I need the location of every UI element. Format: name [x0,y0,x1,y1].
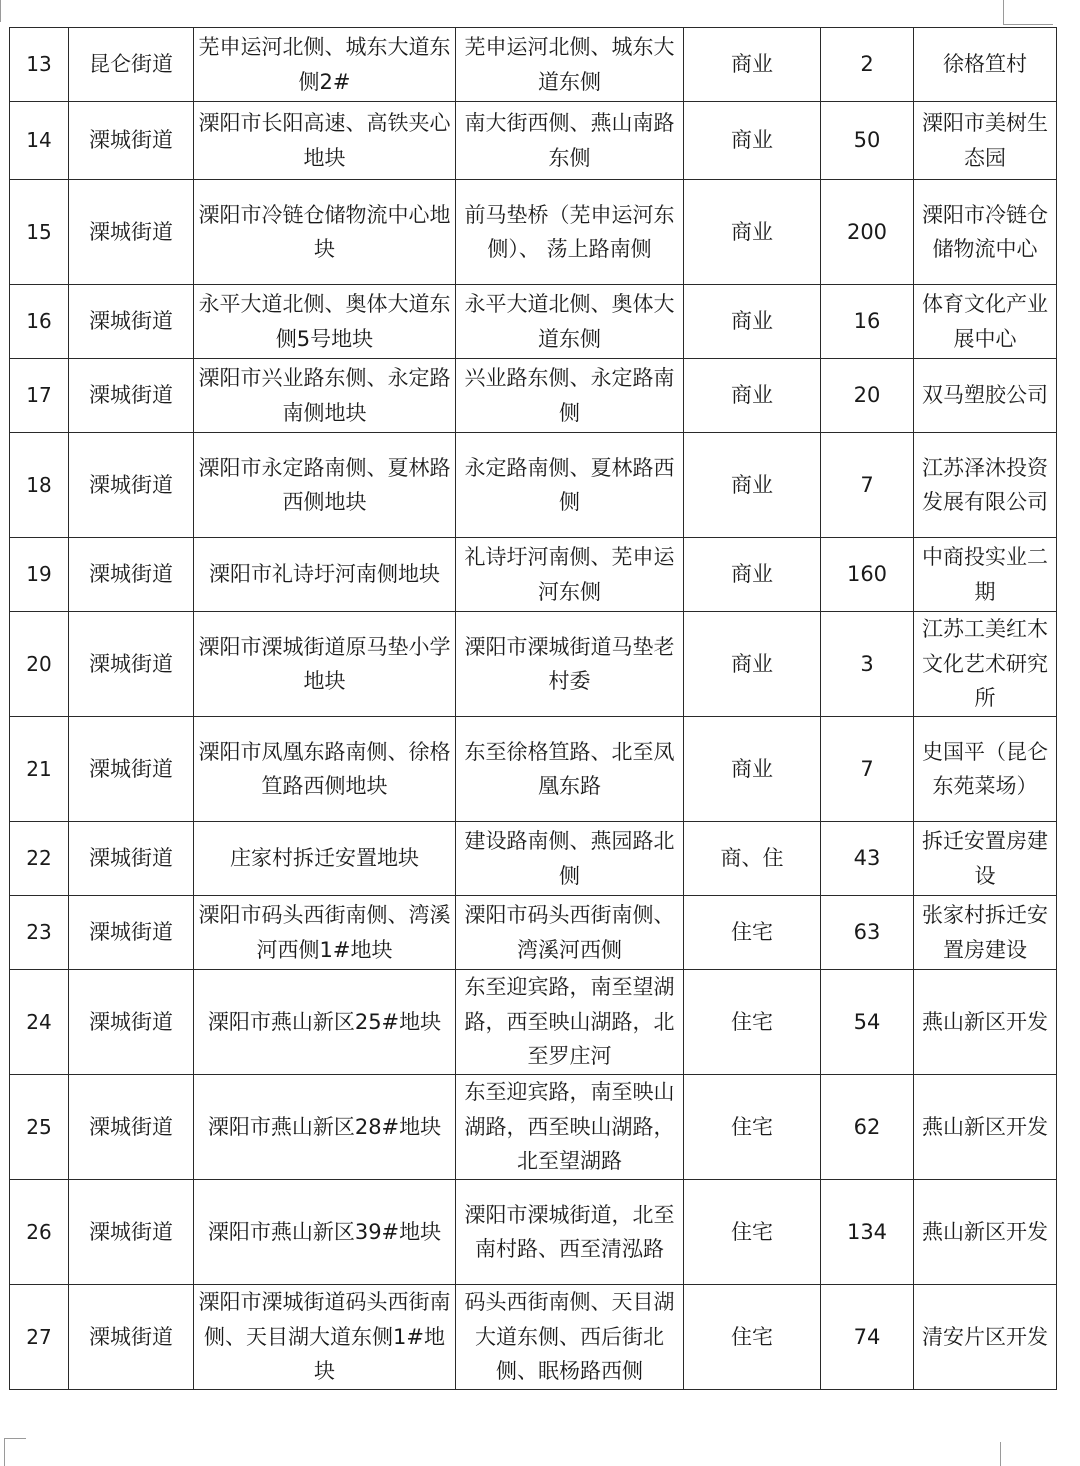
land-use-cell: 住宅 [684,1075,821,1180]
project-cell: 拆迁安置房建设 [914,822,1057,896]
land-use-cell: 住宅 [684,970,821,1075]
table-row [10,285,1057,359]
land-use-cell: 商业 [684,538,821,612]
table-row [10,1075,1057,1180]
parcel-name-cell: 溧阳市永定路南侧、夏林路西侧地块 [194,433,456,538]
parcel-name-cell: 溧阳市凤凰东路南侧、徐格笪路西侧地块 [194,717,456,822]
table-row [10,1285,1057,1390]
land-use-cell: 商、住 [684,822,821,896]
area-cell: 134 [821,1180,914,1285]
project-cell: 史国平（昆仑东苑菜场） [914,717,1057,822]
location-cell: 永平大道北侧、奥体大道东侧 [456,285,684,359]
row-number: 15 [10,180,69,285]
land-use-cell: 商业 [684,612,821,717]
parcel-name-cell: 芜申运河北侧、城东大道东侧2# [194,28,456,102]
project-cell: 溧阳市美树生态园 [914,102,1057,180]
street-cell: 溧城街道 [69,285,194,359]
row-number: 19 [10,538,69,612]
location-cell: 码头西街南侧、天目湖大道东侧、西后街北侧、眠杨路西侧 [456,1285,684,1390]
parcel-name-cell: 溧阳市兴业路东侧、永定路南侧地块 [194,359,456,433]
land-use-cell: 住宅 [684,1285,821,1390]
table-row [10,538,1057,612]
row-number: 23 [10,896,69,970]
street-cell: 溧城街道 [69,180,194,285]
row-number: 17 [10,359,69,433]
table-row [10,717,1057,822]
project-cell: 溧阳市冷链仓储物流中心 [914,180,1057,285]
area-cell: 50 [821,102,914,180]
area-cell: 160 [821,538,914,612]
table-row [10,180,1057,285]
parcel-name-cell: 永平大道北侧、奥体大道东侧5号地块 [194,285,456,359]
parcel-name-cell: 溧阳市溧城街道原马垫小学地块 [194,612,456,717]
land-use-cell: 住宅 [684,896,821,970]
location-cell: 东至徐格笪路、北至凤凰东路 [456,717,684,822]
land-use-cell: 商业 [684,102,821,180]
street-cell: 溧城街道 [69,822,194,896]
area-cell: 7 [821,717,914,822]
row-number: 13 [10,28,69,102]
street-cell: 溧城街道 [69,612,194,717]
area-cell: 7 [821,433,914,538]
street-cell: 昆仑街道 [69,28,194,102]
parcel-name-cell: 庄家村拆迁安置地块 [194,822,456,896]
street-cell: 溧城街道 [69,433,194,538]
table-row [10,359,1057,433]
location-cell: 东至迎宾路，南至映山湖路，西至映山湖路，北至望湖路 [456,1075,684,1180]
location-cell: 芜申运河北侧、城东大道东侧 [456,28,684,102]
location-cell: 兴业路东侧、永定路南侧 [456,359,684,433]
parcel-name-cell: 溧阳市码头西街南侧、湾溪河西侧1#地块 [194,896,456,970]
crop-mark-top-right-h [1003,24,1053,25]
location-cell: 建设路南侧、燕园路北侧 [456,822,684,896]
project-cell: 燕山新区开发 [914,1075,1057,1180]
project-cell: 双马塑胶公司 [914,359,1057,433]
row-number: 24 [10,970,69,1075]
crop-mark-bottom-left-h [4,1438,26,1439]
row-number: 27 [10,1285,69,1390]
land-use-cell: 住宅 [684,1180,821,1285]
land-use-cell: 商业 [684,359,821,433]
area-cell: 74 [821,1285,914,1390]
row-number: 14 [10,102,69,180]
location-cell: 永定路南侧、夏林路西侧 [456,433,684,538]
location-cell: 东至迎宾路，南至望湖路，西至映山湖路，北至罗庄河 [456,970,684,1075]
row-number: 18 [10,433,69,538]
location-cell: 前马垫桥（芜申运河东侧）、 荡上路南侧 [456,180,684,285]
crop-mark-bottom-left [4,1438,5,1466]
area-cell: 63 [821,896,914,970]
street-cell: 溧城街道 [69,538,194,612]
land-use-cell: 商业 [684,180,821,285]
project-cell: 徐格笪村 [914,28,1057,102]
parcel-name-cell: 溧阳市燕山新区28#地块 [194,1075,456,1180]
street-cell: 溧城街道 [69,102,194,180]
project-cell: 张家村拆迁安置房建设 [914,896,1057,970]
location-cell: 溧阳市溧城街道，北至南村路、西至清泓路 [456,1180,684,1285]
location-cell: 溧阳市溧城街道马垫老村委 [456,612,684,717]
area-cell: 200 [821,180,914,285]
street-cell: 溧城街道 [69,1180,194,1285]
street-cell: 溧城街道 [69,970,194,1075]
area-cell: 2 [821,28,914,102]
area-cell: 3 [821,612,914,717]
location-cell: 溧阳市码头西街南侧、湾溪河西侧 [456,896,684,970]
row-number: 22 [10,822,69,896]
project-cell: 江苏泽沐投资发展有限公司 [914,433,1057,538]
street-cell: 溧城街道 [69,717,194,822]
project-cell: 清安片区开发 [914,1285,1057,1390]
project-cell: 燕山新区开发 [914,1180,1057,1285]
table-row [10,896,1057,970]
location-cell: 礼诗圩河南侧、芜申运河东侧 [456,538,684,612]
land-parcel-table [9,27,1057,1390]
crop-mark-top-left [0,0,1,22]
land-use-cell: 商业 [684,28,821,102]
table-row [10,102,1057,180]
area-cell: 54 [821,970,914,1075]
project-cell: 中商投实业二期 [914,538,1057,612]
parcel-name-cell: 溧阳市燕山新区39#地块 [194,1180,456,1285]
row-number: 25 [10,1075,69,1180]
row-number: 26 [10,1180,69,1285]
project-cell: 燕山新区开发 [914,970,1057,1075]
street-cell: 溧城街道 [69,359,194,433]
row-number: 16 [10,285,69,359]
table-body [10,28,1057,1390]
street-cell: 溧城街道 [69,896,194,970]
crop-mark-bottom-right [1000,1442,1001,1466]
parcel-name-cell: 溧阳市礼诗圩河南侧地块 [194,538,456,612]
location-cell: 南大街西侧、燕山南路东侧 [456,102,684,180]
parcel-name-cell: 溧阳市燕山新区25#地块 [194,970,456,1075]
parcel-name-cell: 溧阳市冷链仓储物流中心地块 [194,180,456,285]
table-row [10,970,1057,1075]
table-row [10,612,1057,717]
table-row [10,822,1057,896]
row-number: 21 [10,717,69,822]
land-use-cell: 商业 [684,433,821,538]
street-cell: 溧城街道 [69,1075,194,1180]
table-row [10,433,1057,538]
street-cell: 溧城街道 [69,1285,194,1390]
land-use-cell: 商业 [684,717,821,822]
table-row [10,28,1057,102]
table-row [10,1180,1057,1285]
parcel-name-cell: 溧阳市长阳高速、高铁夹心地块 [194,102,456,180]
area-cell: 43 [821,822,914,896]
parcel-name-cell: 溧阳市溧城街道码头西街南侧、天目湖大道东侧1#地块 [194,1285,456,1390]
project-cell: 江苏工美红木文化艺术研究所 [914,612,1057,717]
area-cell: 16 [821,285,914,359]
land-use-cell: 商业 [684,285,821,359]
project-cell: 体育文化产业展中心 [914,285,1057,359]
area-cell: 20 [821,359,914,433]
row-number: 20 [10,612,69,717]
area-cell: 62 [821,1075,914,1180]
crop-mark-top-right [1003,0,1004,24]
